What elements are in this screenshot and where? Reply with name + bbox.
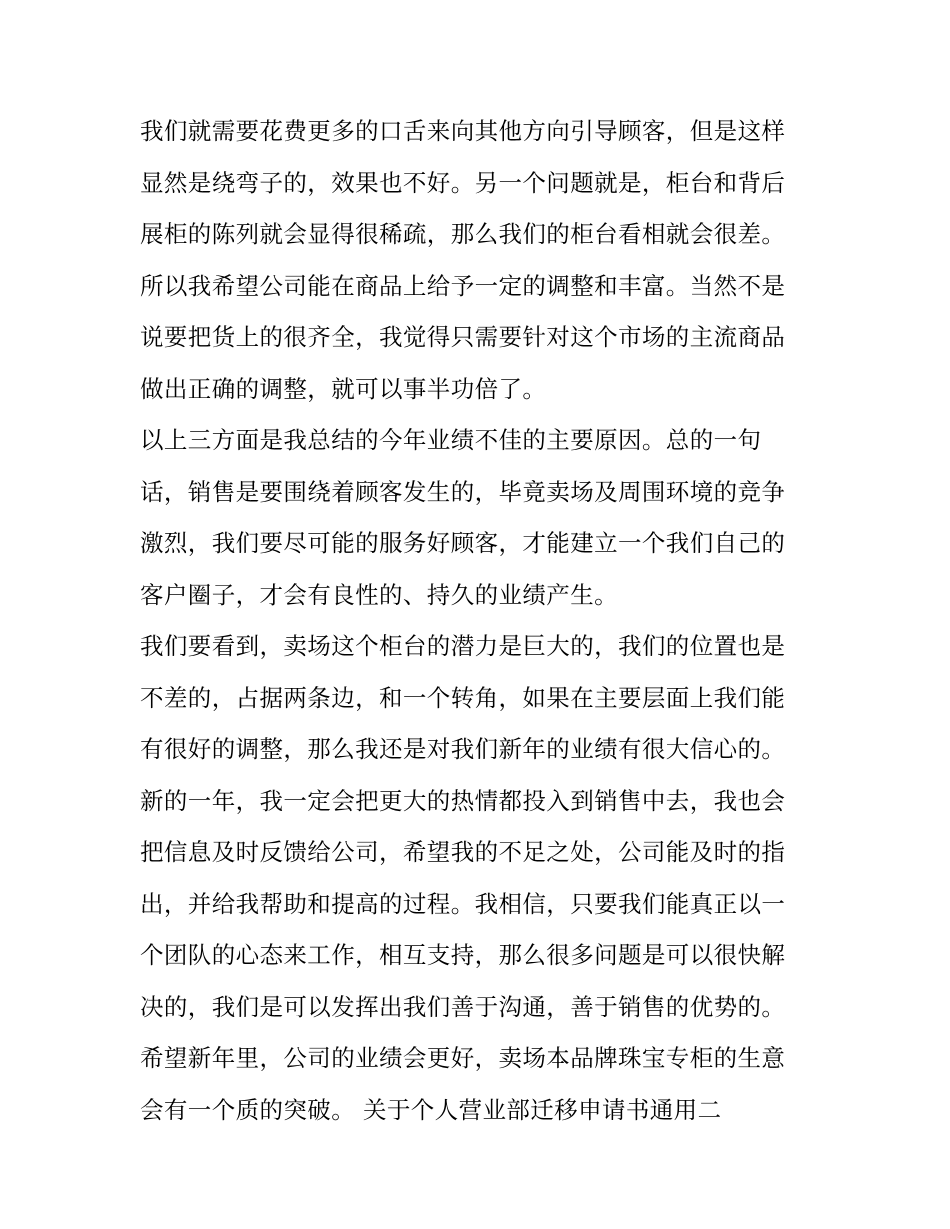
text-line: 希望新年里，公司的业绩会更好，卖场本品牌珠宝专柜的生意	[140, 1044, 786, 1072]
text-line: 个团队的心态来工作，相互支持，那么很多问题是可以很快解	[140, 941, 786, 969]
text-line: 不差的，占据两条边，和一个转角，如果在主要层面上我们能	[140, 683, 786, 712]
text-line: 会有一个质的突破。 关于个人营业部迁移申请书通用二	[140, 1095, 722, 1124]
text-line: 出，并给我帮助和提高的过程。我相信，只要我们能真正以一	[140, 889, 786, 918]
text-line: 有很好的调整，那么我还是对我们新年的业绩有很大信心的。	[140, 735, 786, 763]
text-line: 新的一年，我一定会把更大的热情都投入到销售中去，我也会	[140, 786, 786, 815]
text-line: 把信息及时反馈给公司，希望我的不足之处，公司能及时的指	[140, 838, 786, 866]
text-line: 所以我希望公司能在商品上给予一定的调整和丰富。当然不是	[140, 271, 786, 300]
text-line: 激烈，我们要尽可能的服务好顾客，才能建立一个我们自己的	[140, 529, 786, 557]
text-line: 客户圈子，才会有良性的、持久的业绩产生。	[140, 580, 618, 609]
text-line: 说要把货上的很齐全，我觉得只需要针对这个市场的主流商品	[140, 323, 786, 351]
text-line: 以上三方面是我总结的今年业绩不佳的主要原因。总的一句	[140, 426, 762, 454]
text-line: 我们就需要花费更多的口舌来向其他方向引导顾客，但是这样	[140, 117, 786, 145]
text-line: 话，销售是要围绕着顾客发生的，毕竟卖场及周围环境的竞争	[140, 477, 786, 506]
text-line: 我们要看到，卖场这个柜台的潜力是巨大的，我们的位置也是	[140, 632, 786, 660]
document-body	[140, 106, 820, 1136]
text-line: 显然是绕弯子的，效果也不好。另一个问题就是，柜台和背后	[140, 168, 786, 197]
text-line: 做出正确的调整，就可以事半功倍了。	[140, 374, 547, 403]
text-line: 决的，我们是可以发挥出我们善于沟通，善于销售的优势的。	[140, 992, 786, 1021]
text-line: 展柜的陈列就会显得很稀疏，那么我们的柜台看相就会很差。	[140, 220, 786, 248]
